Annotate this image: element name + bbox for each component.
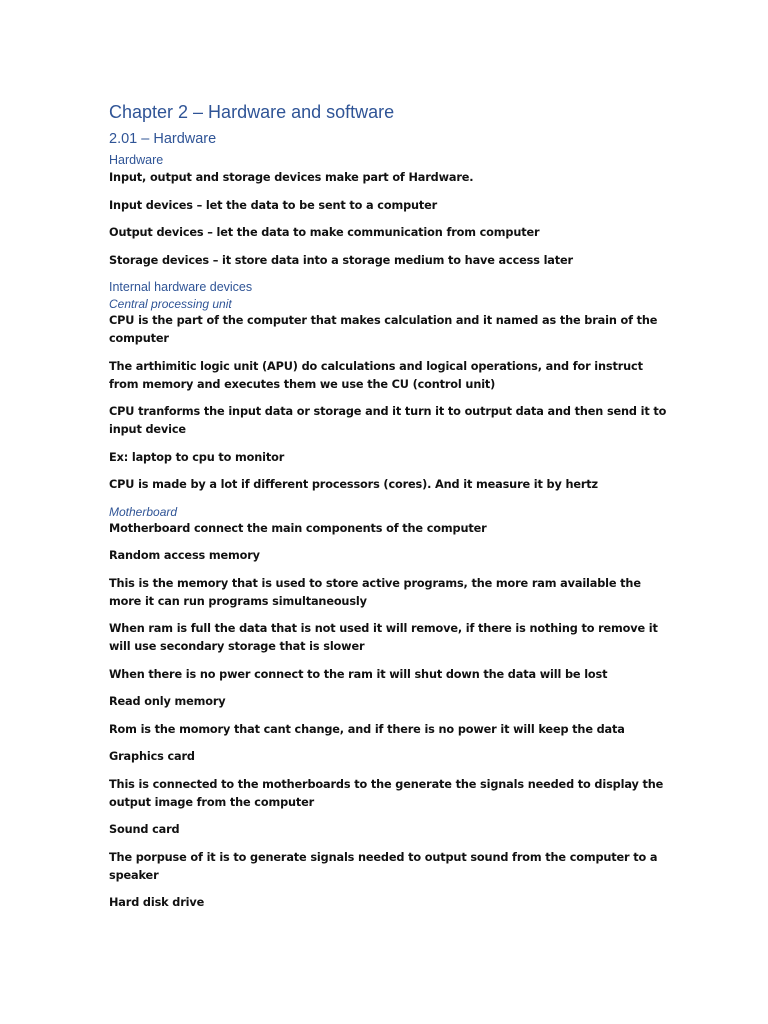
paragraph: CPU tranforms the input data or storage and it turn it to outrput data and then send it to input device: [109, 405, 667, 436]
paragraph: Input, output and storage devices make part of Hardware.: [109, 171, 474, 184]
paragraph: When there is no pwer connect to the ram it will shut down the data will be lost: [109, 667, 608, 681]
paragraph: CPU is made by a lot if different processors (cores). And it measure it by hertz: [109, 478, 598, 491]
paragraph: Sound card: [109, 823, 180, 836]
paragraph: The arthimitic logic unit (APU) do calculations and logical operations, and for instruct from memory and executes them we use the CU (control unit): [109, 359, 643, 391]
paragraph: Random access memory: [109, 549, 260, 562]
internal-hardware-heading: Internal hardware devices: [109, 280, 253, 294]
paragraph: CPU is the part of the computer that makes calculation and it named as the brain of the computer: [109, 314, 658, 345]
paragraph: Rom is the momory that cant change, and if there is no power it will keep the data: [109, 722, 625, 736]
chapter-title: Chapter 2 – Hardware and software: [109, 102, 395, 122]
section-heading: 2.01 – Hardware: [109, 131, 217, 147]
document-content: [109, 100, 669, 922]
paragraph: Graphics card: [109, 750, 195, 763]
cpu-heading: Central processing unit: [109, 297, 232, 311]
paragraph: The porpuse of it is to generate signals needed to output sound from the computer to a speaker: [109, 850, 658, 882]
paragraph: Input devices – let the data to be sent to a computer: [109, 198, 438, 212]
paragraph: This is the memory that is used to store active programs, the more ram available the more it can run programs simultaneously: [109, 576, 641, 608]
hardware-heading: Hardware: [109, 153, 164, 167]
paragraph: When ram is full the data that is not used it will remove, if there is nothing to remove it will use secondary storage that is slower: [109, 622, 658, 653]
paragraph: Output devices – let the data to make communication from computer: [109, 226, 540, 239]
paragraph: This is connected to the motherboards to the generate the signals needed to display the output image from the computer: [109, 777, 664, 809]
paragraph: Read only memory: [109, 695, 226, 708]
paragraph: Hard disk drive: [109, 896, 205, 909]
paragraph: Motherboard connect the main components of the computer: [109, 521, 487, 535]
paragraph: Ex: laptop to cpu to monitor: [109, 450, 285, 464]
motherboard-heading: Motherboard: [109, 504, 178, 519]
paragraph: Storage devices – it store data into a storage medium to have access later: [109, 253, 573, 267]
